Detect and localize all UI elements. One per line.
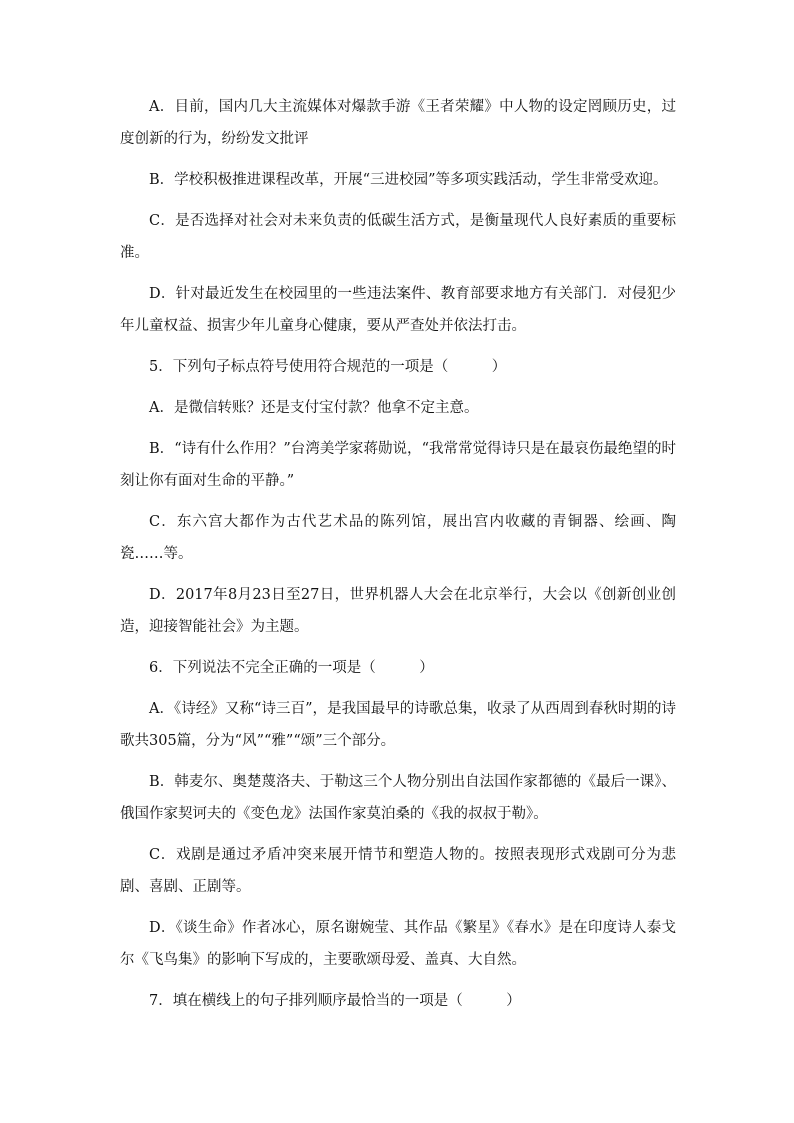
q4-option-c: C．是否选择对社会对未来负责的低碳生活方式，是衡量现代人良好素质的重要标准。 [120, 213, 676, 261]
q4-option-d: D．针对最近发生在校园里的一些违法案件、教育部要求地方有关部门．对侵犯少年儿童权益、损害少年儿童身心健康，要从严查处并依法打击。 [120, 286, 676, 334]
q6-option-c: C．戏剧是通过矛盾冲突来展开情节和塑造人物的。按照表现形式戏剧可分为悲剧、喜剧、正剧等。 [120, 847, 676, 895]
q6-option-d: D．《谈生命》作者冰心，原名谢婉莹、其作品《繁星》《春水》是在印度诗人泰戈尔《飞鸟集》的影响下写成的，主要歌颂母爱、盖真、大自然。 [120, 920, 676, 968]
question-5-stem: 5．下列句子标点符号使用符合规范的一项是（ ） [149, 359, 507, 375]
q5-option-a: A．是微信转账？还是支付宝付款？他拿不定主意。 [149, 400, 479, 416]
q6-option-a: A．《诗经》又称“诗三百”，是我国最早的诗歌总集，收录了从西周到春秋时期的诗歌共305篇，分为“风”“雅”“颂”三个部分。 [120, 701, 676, 749]
q6-option-b: B．韩麦尔、奥楚蔑洛夫、于勒这三个人物分别出自法国作家都德的《最后一课》、俄国作家契诃夫的《变色龙》法国作家莫泊桑的《我的叔叔于勒》。 [120, 774, 676, 822]
q5-option-c: C．东六宫大都作为古代艺术品的陈列馆，展出宫内收藏的青铜器、绘画、陶瓷……等。 [120, 514, 676, 562]
q5-option-b: B．“诗有什么作用？”台湾美学家蒋勋说，“我常常觉得诗只是在最哀伤最绝望的时刻让你有面对生命的平静。” [120, 441, 676, 489]
question-7-stem: 7．填在横线上的句子排列顺序最恰当的一项是（ ） [149, 993, 521, 1009]
q4-option-a: A．目前，国内几大主流媒体对爆款手游《王者荣耀》中人物的设定罔顾历史，过度创新的行为，纷纷发文批评 [120, 99, 676, 147]
question-6-stem: 6．下列说法不完全正确的一项是（ ） [149, 660, 434, 676]
q4-option-b: B．学校积极推进课程改革，开展“三进校园”等多项实践活动，学生非常受欢迎。 [149, 172, 668, 188]
q5-option-d: D．2017年8月23日至27日，世界机器人大会在北京举行，大会以《创新创业创造，迎接智能社会》为主题。 [120, 587, 676, 635]
document-body [120, 91, 676, 1026]
